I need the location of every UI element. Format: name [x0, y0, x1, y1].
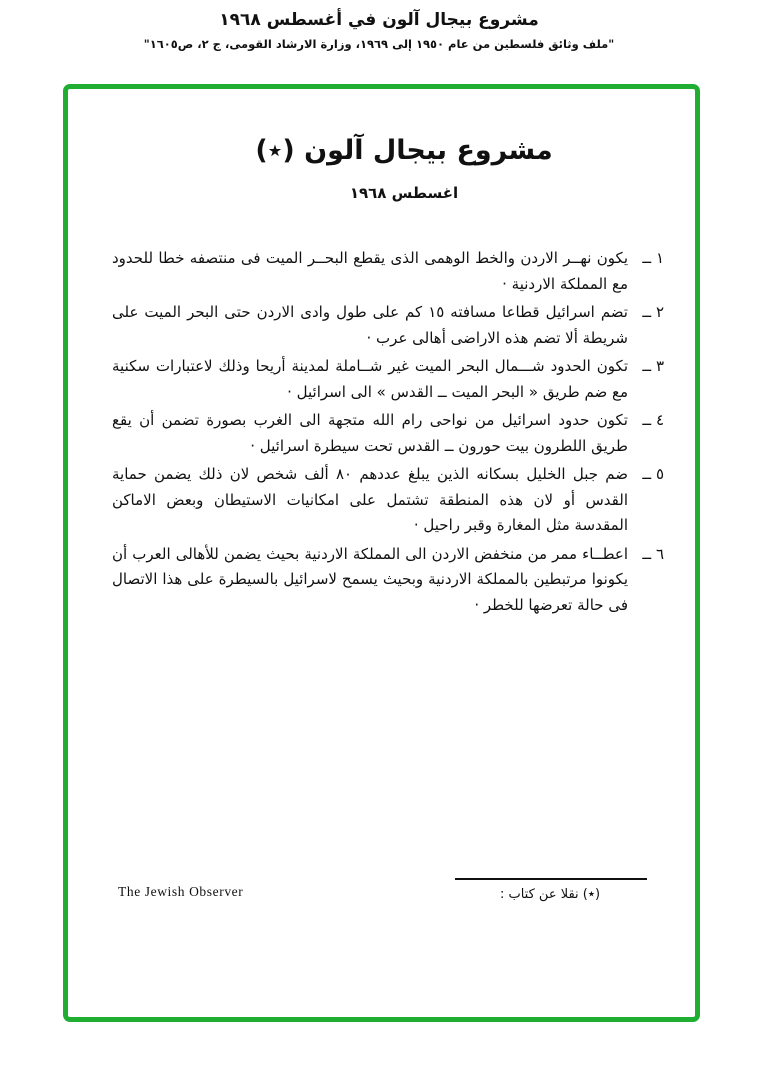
item-text: تكون حدود اسرائيل من نواحى رام الله متجهة الى الغرب بصورة تضمن أن يقع طريق اللطرون بيت حورون ــ القدس تحت سيطرة اسرائيل ·	[112, 411, 628, 455]
item-number: ١ ــ	[642, 249, 664, 267]
source-header-title: مشروع بيجال آلون في أغسطس ١٩٦٨	[219, 10, 539, 30]
item-text: تضم اسرائيل قطاعا مسافته ١٥ كم على طول وادى الاردن حتى البحر الميت على شريطة ألا تضم هذه الاراضى أهالى عرب ·	[112, 303, 628, 347]
item-text: يكون نهــر الاردن والخط الوهمى الذى يقطع البحــر الميت فى منتصفه خطا للحدود مع المملكة الاردنية ·	[112, 249, 628, 293]
item-text: اعطــاء ممر من منخفض الاردن الى المملكة الاردنية بحيث يضمن للأهالى العرب أن يكونوا مرتبطين بالمملكة الاردنية وبحيث يسمح لاسرائيل بالسيطرة على هذا الاتصال فى حالة تعرضها للخطر ·	[112, 544, 628, 614]
list-item	[112, 246, 664, 297]
list-item	[112, 408, 664, 459]
list-item	[112, 462, 664, 539]
publication-name: The Jewish Observer	[118, 884, 244, 899]
list-item	[112, 300, 664, 351]
footnote-text: (٭) نقلا عن كتاب :	[499, 887, 601, 902]
document-body	[112, 246, 664, 621]
item-number: ٤ ــ	[642, 411, 664, 429]
source-header	[0, 10, 758, 51]
document-date: اغسطس ١٩٦٨	[349, 184, 459, 202]
source-header-citation: "ملف وثائق فلسطين من عام ١٩٥٠ إلى ١٩٦٩، وزارة الارشاد القومى، ج ٢، ص١٦٠٥"	[143, 37, 615, 51]
item-number: ٥ ــ	[642, 465, 664, 483]
item-text: تكون الحدود شـــمال البحر الميت غير شــاملة لمدينة أريحا وذلك لاعتبارات سكنية مع ضم طريق « البحر الميت ــ القدس » الى اسرائيل ·	[112, 357, 628, 401]
item-number: ٦ ــ	[642, 544, 664, 563]
item-number: ٢ ــ	[642, 303, 664, 321]
item-text: ضم جبل الخليل بسكانه الذين يبلغ عددهم ٨٠ ألف شخص لان ذلك يضمن حماية القدس أو لان هذه المنطقة تشتمل على امكانيات الاستيطان وبعض الاماكن المقدسة مثل المغارة وقبر راحيل ·	[112, 465, 628, 534]
item-number: ٣ ــ	[642, 357, 664, 375]
document-title: مشروع بيجال آلون (٭)	[255, 135, 553, 166]
footnote-divider	[455, 878, 647, 880]
list-item	[112, 542, 664, 619]
list-item	[112, 354, 664, 405]
